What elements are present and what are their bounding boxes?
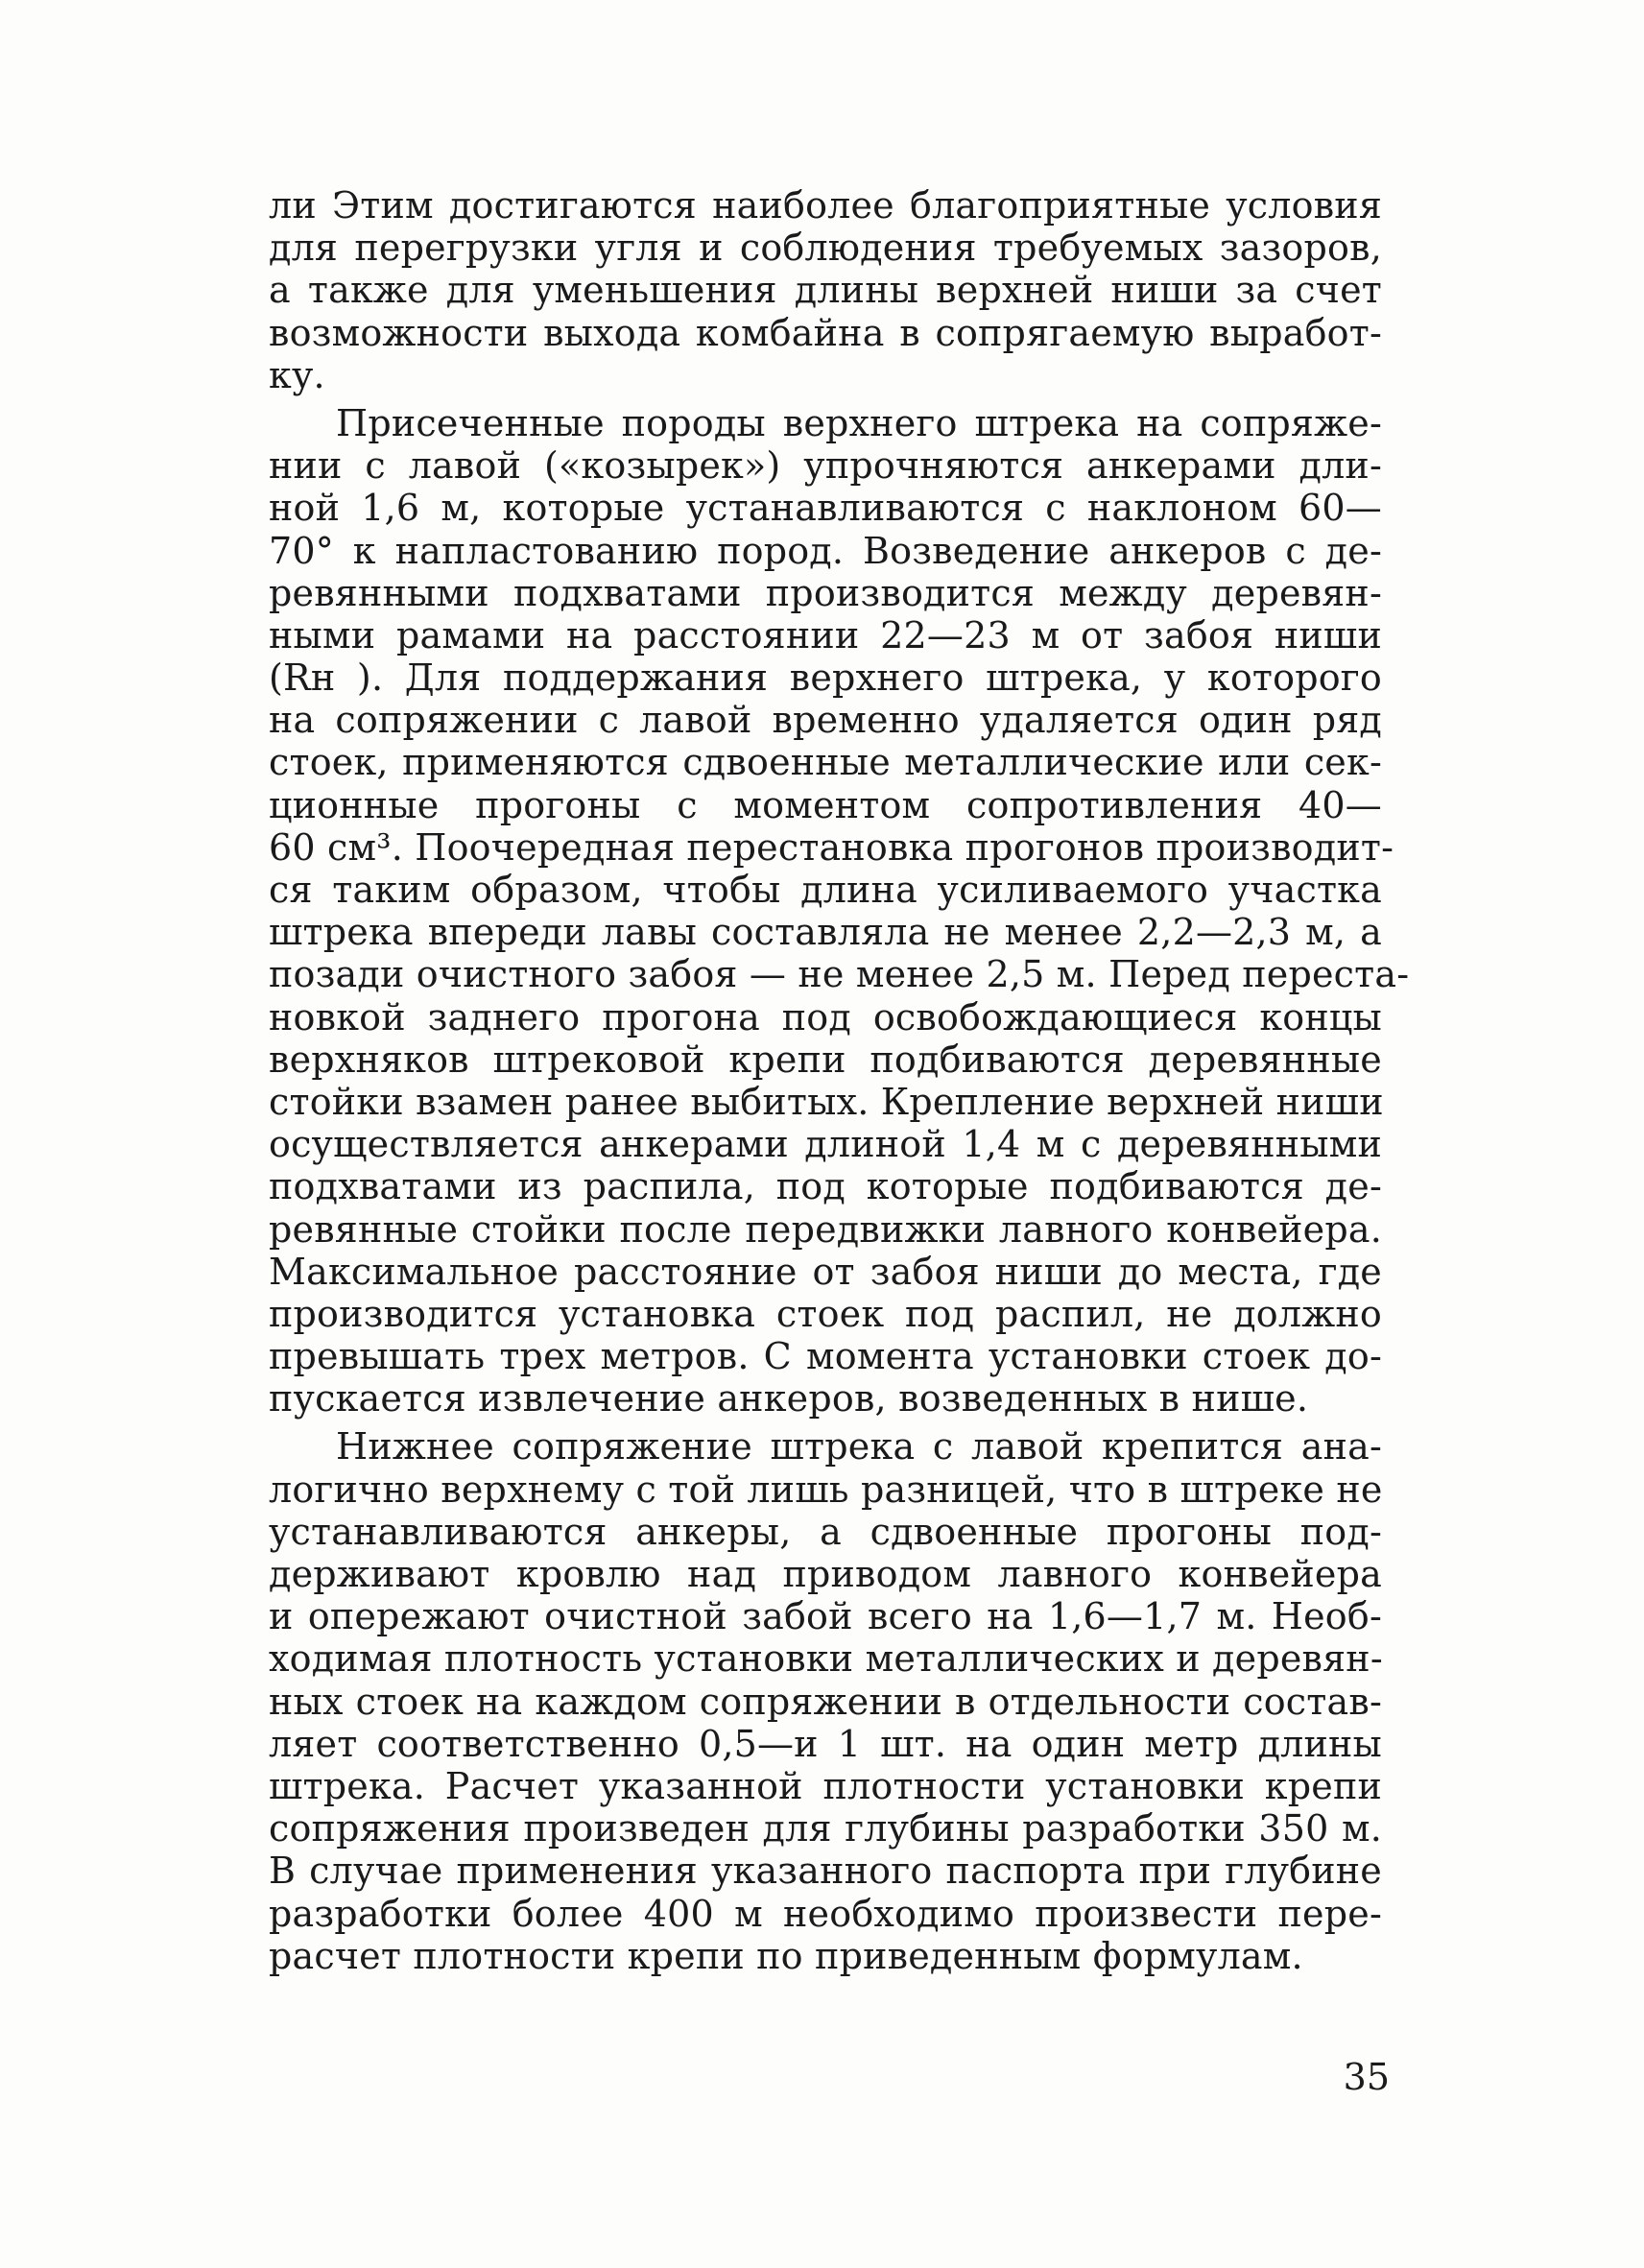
paragraph-3 [269, 1425, 1382, 1976]
text-line: Присеченные породы верхнего штрека на сопряже- [336, 401, 1382, 444]
text-line: ревянные стойки после передвижки лавного конвейера. [269, 1207, 1382, 1251]
paragraph-1 [269, 184, 1382, 396]
text-line: для перегрузки угля и соблюдения требуемых зазоров, [269, 227, 1382, 270]
text-line: возможности выхода комбайна в сопрягаемую выработ- [269, 311, 1382, 354]
text-line: позади очистного забоя — не менее 2,5 м. Перед переста- [269, 953, 1410, 996]
text-line: логично верхнему с той лишь разницей, что в штреке не [269, 1468, 1383, 1511]
text-line: ходимая плотность установки металлических и деревян- [269, 1637, 1383, 1681]
page-number: 35 [1343, 2056, 1390, 2098]
text-line: производится установка стоек под распил, не должно [269, 1292, 1382, 1335]
text-line: нии с лавой («козырек») упрочняются анкерами дли- [269, 444, 1382, 488]
text-line: превышать трех метров. С момента установки стоек до- [269, 1335, 1382, 1378]
text-line: ли Этим достигаются наиболее благоприятные условия [269, 184, 1382, 227]
text-line: ционные прогоны с моментом сопротивления 40— [269, 783, 1382, 826]
body-text [269, 184, 1410, 1977]
text-line: ку. [269, 353, 325, 396]
text-line: стойки взамен ранее выбитых. Крепление верхней ниши [269, 1080, 1384, 1123]
text-line: осуществляется анкерами длиной 1,4 м с деревянными [269, 1123, 1382, 1166]
text-line: верхняков штрековой крепи подбиваются деревянные [269, 1038, 1382, 1081]
paragraph-2 [269, 401, 1410, 1420]
text-line: и опережают очистной забой всего на 1,6—1,7 м. Необ- [269, 1595, 1382, 1638]
text-line: стоек, применяются сдвоенные металлические или сек- [269, 741, 1382, 784]
text-line: сопряжения произведен для глубины разработки 350 м. [269, 1807, 1382, 1850]
text-line: 70° к напластованию пород. Возведение анкеров с де- [269, 529, 1382, 572]
text-line: ся таким образом, чтобы длина усиливаемого участка [269, 869, 1382, 911]
text-line: ных стоек на каждом сопряжении в отдельности состав- [269, 1680, 1382, 1723]
text-line: держивают кровлю над приводом лавного конвейера [269, 1553, 1382, 1595]
text-line: штрека впереди лавы составляла не менее 2,2—2,3 м, а [269, 911, 1382, 954]
text-line: ревянными подхватами производится между деревян- [269, 571, 1382, 614]
text-line: штрека. Расчет указанной плотности установки крепи [269, 1764, 1382, 1807]
text-line: устанавливаются анкеры, а сдвоенные прогоны под- [269, 1510, 1382, 1553]
text-line: Нижнее сопряжение штрека с лавой крепится ана- [336, 1425, 1382, 1468]
text-line: ной 1,6 м, которые устанавливаются с наклоном 60— [269, 487, 1382, 530]
text-line: пускается извлечение анкеров, возведенных в нише. [269, 1377, 1309, 1420]
text-line: Максимальное расстояние от забоя ниши до места, где [269, 1250, 1382, 1293]
text-line: а также для уменьшения длины верхней ниши за счет [269, 269, 1382, 312]
text-line: расчет плотности крепи по приведенным формулам. [269, 1934, 1303, 1977]
text-line: подхватами из распила, под которые подбиваются де- [269, 1165, 1382, 1208]
text-line: (Rн ). Для поддержания верхнего штрека, у которого [269, 657, 1382, 700]
text-line: В случае применения указанного паспорта при глубине [269, 1850, 1382, 1893]
text-line: 60 см³. Поочередная перестановка прогонов производит- [269, 825, 1394, 869]
text-line: ными рамами на расстоянии 22—23 м от забоя ниши [269, 613, 1382, 657]
text-line: разработки более 400 м необходимо произвести пере- [269, 1892, 1382, 1935]
text-line: на сопряжении с лавой временно удаляется один ряд [269, 699, 1382, 742]
text-line: новкой заднего прогона под освобождающиеся концы [269, 995, 1382, 1039]
text-line: ляет соответственно 0,5—и 1 шт. на один метр длины [269, 1722, 1382, 1765]
